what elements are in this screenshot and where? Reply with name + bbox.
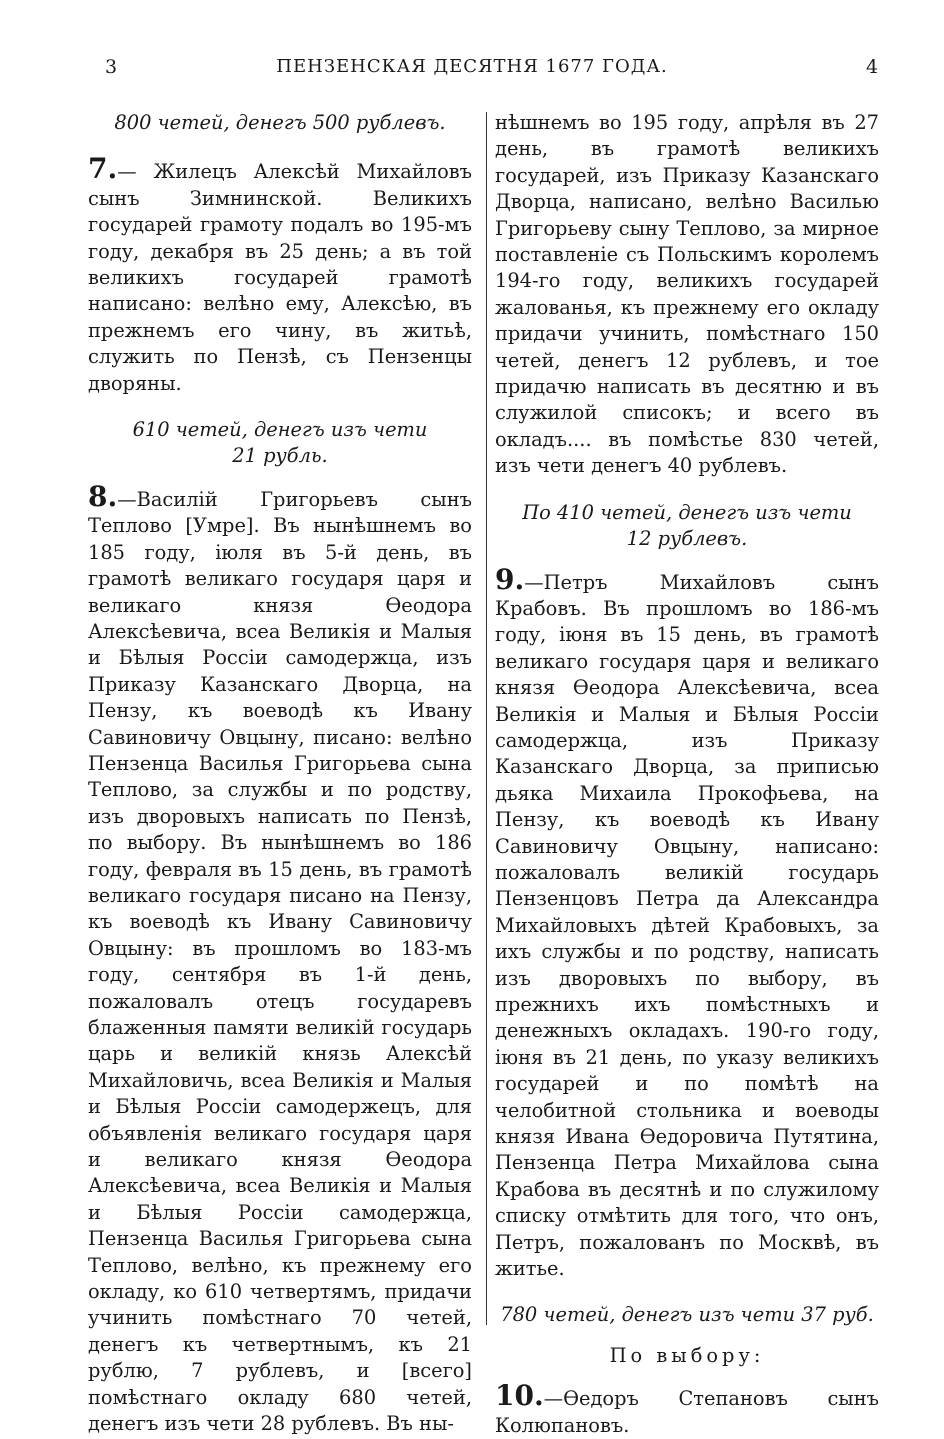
entry-9	[495, 562, 879, 1283]
left-column	[88, 110, 472, 1438]
page-header	[0, 56, 944, 86]
summary-9-line1: По 410 четей, денегъ изъ чети	[522, 500, 852, 524]
page-number-left: 3	[105, 56, 118, 78]
section-heading: По выбору:	[609, 1343, 765, 1367]
entry-text: —Петръ Михайловъ сынъ Крабовъ. Въ прошломъ во 186-мъ году, іюня въ 15 день, въ грамотѣ великаго государя царя и великаго князя Ѳеодора Алексѣевича, всеа Великія и Малыя и Бѣлыя Россіи самодержца, изъ Приказу Казанскаго Дворца, за приписью дьяка Михаила Прокофьева, на Пензу, къ воеводѣ къ Ивану Савиновичу Овцыну, написано: пожаловалъ великій государь Пензенцовъ Петра да Александра Михайловыхъ дѣтей Крабовыхъ, за ихъ службы и по родству, написать изъ дворовыхъ по выбору, въ прежнихъ ихъ помѣстныхъ и денежныхъ окладахъ. 190-го году, іюня въ 21 день, по указу великихъ государей и по помѣтѣ на челобитной стольника и воеводы князя Ивана Ѳедоровича Путятина, Пензенца Петра Михайлова сына Крабова въ десятнѣ и по служилому списку отмѣтить для того, что онъ, Петръ, пожалованъ по Москвѣ, въ житье.	[495, 570, 879, 1281]
right-column	[495, 110, 879, 1439]
entry-number: 9.	[495, 562, 525, 596]
summary-8-line2: 21 рубль.	[232, 444, 328, 468]
entry-8	[88, 479, 472, 1438]
entry-number: 8.	[88, 479, 118, 513]
entry-10	[495, 1379, 879, 1439]
entry-text: —Василій Григорьевъ сынъ Теплово [Умре]. Въ нынѣшнемъ во 185 году, іюля въ 5-й день, въ грамотѣ великаго государя царя и великаго князя Ѳеодора Алексѣевича, всеа Великія и Малыя и Бѣлыя Россіи самодержца, изъ Приказу Казанскаго Дворца, на Пензу, къ воеводѣ къ Ивану Савиновичу Овцыну, писано: велѣно Пензенца Василья Григорьева сына Теплово, за службы и по родству, изъ дворовыхъ написать по Пензѣ, по выбору. Въ нынѣшнемъ во 186 году, февраля въ 15 день, въ грамотѣ великаго государя писано на Пензу, къ воеводѣ къ Ивану Савиновичу Овцыну: въ прошломъ во 183-мъ году, сентября въ 1-й день, пожаловалъ отецъ государевъ блаженныя памяти великій государь царь и великій князь Алексѣй Михайловичь, всеа Великія и Малыя и Бѣлыя Россіи самодержецъ, для объявленія великаго государя царя и великаго князя Ѳеодора Алексѣевича, всеа Великія и Малыя и Бѣлыя Россіи самодержца, Пензенца Василья Григорьева сына Теплово, велѣно, къ прежнему его окладу, ко 610 четвертямъ, придачи учинить помѣстнаго 70 четей, денегъ къ четвертнымъ, къ 21 рублю, 7 рублевъ, и [всего] помѣстнаго окладу 680 четей, денегъ изъ чети 28 рублевъ. Въ ны-	[88, 487, 472, 1436]
entry-number: 10.	[495, 1379, 544, 1413]
summary-previous: 800 четей, денегъ 500 рублевъ.	[114, 111, 446, 134]
summary-8-line1: 610 четей, денегъ изъ чети	[132, 418, 428, 442]
summary-10: 780 четей, денегъ изъ чети 37 руб.	[500, 1303, 874, 1327]
entry-7	[88, 152, 472, 397]
entry-8-continuation: нѣшнемъ во 195 году, апрѣля въ 27 день, въ грамотѣ великихъ государей, изъ Приказу Казанскаго Дворца, написано, велѣно Василью Григорьеву сыну Теплово, за мирное поставленіе съ Польскимъ королемъ 194-го году, великихъ государей жалованья, къ прежнему его окладу придачи учинить, помѣстнаго 150 четей, денегъ 12 рублевъ, и тое придачю написать въ десятню и въ служилой списокъ; и всего въ окладъ.... въ помѣстье 830 четей, изъ чети денегъ 40 рублевъ.	[495, 111, 879, 478]
page-number-right: 4	[866, 56, 879, 78]
running-title: ПЕНЗЕНСКАЯ ДЕСЯТНЯ 1677 ГОДА.	[276, 56, 668, 77]
column-divider	[486, 112, 487, 1325]
entry-text: —Ѳедоръ Степановъ сынъ Колюпановъ.	[495, 1387, 879, 1437]
entry-number: 7.	[88, 152, 118, 186]
entry-text: — Жилецъ Алексѣй Михайловъ сынъ Зимнинской. Великихъ государей грамоту подалъ во 195-мъ году, декабря въ 25 день; а въ той великихъ государей грамотѣ написано: велѣно ему, Алексѣю, въ прежнемъ его чину, въ житьѣ, служить по Пензѣ, съ Пензенцы дворяны.	[88, 160, 472, 395]
summary-9-line2: 12 рублевъ.	[626, 527, 748, 551]
